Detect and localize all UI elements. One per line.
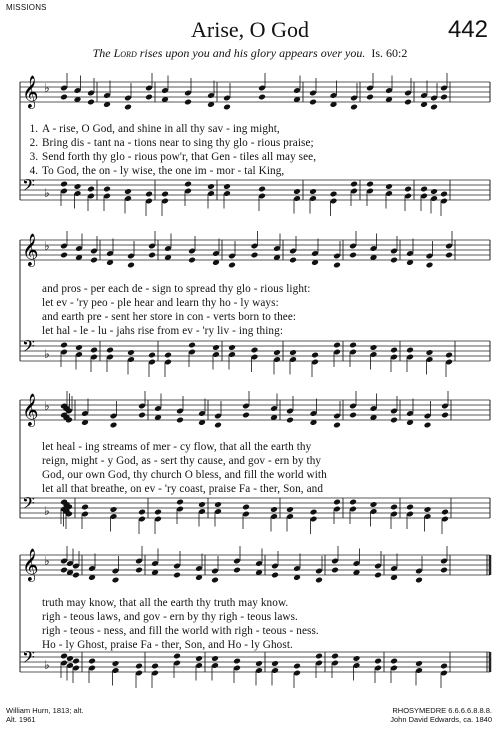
notehead <box>353 655 361 662</box>
notehead <box>66 655 74 662</box>
bass-clef-icon: 𝄢 <box>22 493 35 517</box>
flat-icon: ♭ <box>44 239 50 253</box>
notehead <box>286 417 294 424</box>
verse-number: 1. <box>29 123 38 135</box>
notehead <box>286 506 294 513</box>
treble-clef-icon: 𝄞 <box>22 75 39 108</box>
verse-number <box>24 639 38 651</box>
notehead <box>390 257 398 264</box>
notehead <box>138 412 146 419</box>
verse-number <box>24 483 38 495</box>
verse-number <box>24 455 38 467</box>
notehead <box>331 653 339 660</box>
notehead <box>211 655 219 662</box>
notehead <box>207 183 215 190</box>
notehead <box>72 658 80 665</box>
notehead <box>270 506 278 513</box>
lyric-text: let all that breathe, on ev - 'ry coast, praise Fa - ther, Son, and <box>42 483 324 495</box>
notehead <box>173 653 181 660</box>
notehead <box>289 349 297 356</box>
lyric-line <box>24 137 494 149</box>
author-credit <box>6 706 84 724</box>
lyric-text: truth may know, that all the earth thy truth may know. <box>42 597 289 609</box>
composer-line: John David Edwards, ca. 1840 <box>390 715 492 724</box>
notehead <box>315 653 323 660</box>
notehead <box>214 501 222 508</box>
notehead <box>293 663 301 670</box>
notehead <box>145 191 153 198</box>
notehead <box>195 655 203 662</box>
notehead <box>415 660 423 667</box>
hymn-number: 442 <box>447 16 488 43</box>
notehead <box>333 342 341 349</box>
notehead <box>242 504 250 511</box>
notehead <box>75 344 83 351</box>
notehead <box>188 257 196 264</box>
notehead <box>72 572 80 579</box>
notehead <box>315 577 323 584</box>
verse-number <box>24 325 38 337</box>
bass-clef-icon: 𝄢 <box>22 336 35 360</box>
notehead <box>349 499 357 506</box>
notehead <box>385 183 393 190</box>
notehead <box>374 658 382 665</box>
lyric-line <box>24 597 494 609</box>
verse-number <box>24 611 38 623</box>
notehead <box>60 567 68 574</box>
notehead <box>333 499 341 506</box>
notehead <box>103 186 111 193</box>
notehead <box>112 577 120 584</box>
notehead <box>188 342 196 349</box>
notehead <box>211 577 219 584</box>
notehead <box>349 342 357 349</box>
notehead <box>184 181 192 188</box>
notehead <box>110 422 118 429</box>
lyric-text: let ev - 'ry peo - ple hear and learn thy ho - ly ways: <box>42 297 279 309</box>
notehead <box>90 347 98 354</box>
lyric-text: righ - teous - ness, and fill the world with righ - teous - ness. <box>42 625 319 637</box>
verse-number <box>24 441 38 453</box>
notehead <box>390 347 398 354</box>
notehead <box>242 412 250 419</box>
treble-clef-icon: 𝄞 <box>22 393 39 426</box>
flat-icon: ♭ <box>44 186 50 200</box>
notehead <box>273 349 281 356</box>
notehead <box>176 417 184 424</box>
notehead <box>148 352 156 359</box>
notehead <box>228 262 236 269</box>
lyric-text: Send forth thy glo - rious pow'r, that Gen - tiles all may see, <box>42 151 317 163</box>
notehead <box>330 191 338 198</box>
treble-clef-icon: 𝄞 <box>22 233 39 266</box>
notehead <box>349 412 357 419</box>
lyric-line <box>24 311 494 323</box>
notehead <box>311 352 319 359</box>
notehead <box>60 181 68 188</box>
notehead <box>331 567 339 574</box>
notehead <box>258 94 266 101</box>
notehead <box>271 660 279 667</box>
notehead <box>441 412 449 419</box>
notehead <box>430 188 438 195</box>
verse-number: 3. <box>29 151 38 163</box>
lyric-line <box>24 611 494 623</box>
notehead <box>404 99 412 106</box>
notehead <box>228 344 236 351</box>
alt-line: Alt. 1961 <box>6 715 36 724</box>
notehead <box>154 509 162 516</box>
notehead <box>420 186 428 193</box>
notehead <box>74 183 82 190</box>
notehead <box>426 349 434 356</box>
notehead <box>333 262 341 269</box>
notehead <box>440 191 448 198</box>
notehead <box>309 188 317 195</box>
verse-number <box>24 283 38 295</box>
notehead <box>258 186 266 193</box>
notehead <box>161 191 169 198</box>
notehead <box>309 99 317 106</box>
notehead <box>440 94 448 101</box>
verse-number: 2. <box>29 137 38 149</box>
lyric-text: To God, the on - ly wise, the one im - mor - tal King, <box>42 165 285 177</box>
lyric-text: and pros - per each de - sign to spread thy glo - rious light: <box>42 283 311 295</box>
notehead <box>135 663 143 670</box>
notehead <box>255 660 263 667</box>
notehead <box>293 188 301 195</box>
notehead <box>87 186 95 193</box>
lyric-line <box>24 297 494 309</box>
notehead <box>333 422 341 429</box>
lyric-line <box>24 151 494 163</box>
lyric-text: reign, might - y God, as - sert thy cause, and gov - ern by thy <box>42 455 322 467</box>
notehead <box>60 342 68 349</box>
notehead <box>424 422 432 429</box>
notehead <box>87 99 95 106</box>
lyric-line <box>24 483 494 495</box>
lyric-text: let hal - le - lu - jahs rise from ev - 'ry liv - ing thing: <box>42 325 284 337</box>
lyric-text: righ - teous laws, and gov - ern by thy righ - teous laws. <box>42 611 298 623</box>
lyric-line <box>24 123 494 135</box>
verse-number <box>24 297 38 309</box>
verse-number: 4. <box>29 165 38 177</box>
bass-clef-icon: 𝄢 <box>22 175 35 199</box>
notehead <box>440 663 448 670</box>
notehead <box>406 347 414 354</box>
notehead <box>127 349 135 356</box>
lyric-line <box>24 455 494 467</box>
notehead <box>223 104 231 111</box>
notehead <box>350 104 358 111</box>
lyric-text: and earth pre - sent her store in con - verts born to thee: <box>42 311 297 323</box>
notehead <box>60 653 68 660</box>
notehead <box>406 504 414 511</box>
lyric-line <box>24 441 494 453</box>
flat-icon: ♭ <box>44 504 50 518</box>
flat-icon: ♭ <box>44 81 50 95</box>
lyric-line <box>24 639 494 651</box>
notehead <box>289 257 297 264</box>
bass-clef-icon: 𝄢 <box>22 647 35 671</box>
notehead <box>440 567 448 574</box>
epigraph-text-pre: The <box>92 46 114 60</box>
notehead <box>173 572 181 579</box>
notehead <box>445 252 453 259</box>
notehead <box>310 509 318 516</box>
notehead <box>198 501 206 508</box>
verse-number <box>24 625 38 637</box>
notehead <box>148 252 156 259</box>
lyric-line <box>24 165 494 177</box>
notehead <box>127 262 135 269</box>
lyric-line <box>24 469 494 481</box>
notehead <box>251 252 259 259</box>
notehead <box>251 347 259 354</box>
hymn-title: Arise, O God <box>191 17 309 42</box>
section-label: MISSIONS <box>6 3 47 12</box>
notehead <box>370 501 378 508</box>
notehead <box>349 252 357 259</box>
notehead <box>415 577 423 584</box>
lyric-text: Ho - ly Ghost, praise Fa - ther, Son, and Ho - ly Ghost. <box>42 639 293 651</box>
notehead <box>390 658 398 665</box>
notehead <box>88 658 96 665</box>
lyric-line <box>24 283 494 295</box>
tune-line: RHOSYMEDRE 6.6.6.6.8.8.8. <box>392 706 492 715</box>
flat-icon: ♭ <box>44 554 50 568</box>
notehead <box>374 572 382 579</box>
notehead <box>110 506 118 513</box>
lyric-text: A - rise, O God, and shine in all thy sav - ing might, <box>42 123 280 135</box>
epigraph-text-post: rises upon you and his glory appears over you. <box>136 46 366 60</box>
notehead <box>81 504 89 511</box>
notehead <box>441 509 449 516</box>
verse-number <box>24 597 38 609</box>
notehead <box>426 262 434 269</box>
notehead <box>112 660 120 667</box>
notehead <box>370 344 378 351</box>
notehead <box>60 252 68 259</box>
notehead <box>424 506 432 513</box>
notehead <box>60 94 68 101</box>
notehead <box>90 257 98 264</box>
flat-icon: ♭ <box>44 347 50 361</box>
treble-clef-icon: 𝄞 <box>22 548 39 581</box>
notehead <box>214 422 222 429</box>
flat-icon: ♭ <box>44 399 50 413</box>
lyric-line <box>24 325 494 337</box>
notehead <box>124 104 132 111</box>
epigraph-ref: Is. 60:2 <box>371 46 408 60</box>
notehead <box>124 188 132 195</box>
flat-icon: ♭ <box>44 658 50 672</box>
lyric-text: let heal - ing streams of mer - cy flow, that all the earth thy <box>42 441 312 453</box>
tune-credit <box>390 706 492 724</box>
notehead <box>390 504 398 511</box>
notehead <box>233 567 241 574</box>
notehead <box>184 99 192 106</box>
notehead <box>176 499 184 506</box>
notehead <box>271 572 279 579</box>
lyric-text: Bring dis - tant na - tions near to sing thy glo - rious praise; <box>42 137 314 149</box>
verse-number <box>24 469 38 481</box>
notehead <box>445 352 453 359</box>
notehead <box>366 94 374 101</box>
notehead <box>151 663 159 670</box>
notehead <box>223 183 231 190</box>
notehead <box>106 347 114 354</box>
notehead <box>390 417 398 424</box>
notehead <box>135 567 143 574</box>
notehead <box>404 186 412 193</box>
author-line: William Hurn, 1813; alt. <box>6 706 84 715</box>
notehead <box>350 181 358 188</box>
notehead <box>164 352 172 359</box>
verse-number <box>24 311 38 323</box>
notehead <box>145 94 153 101</box>
lyric-line <box>24 625 494 637</box>
lyric-text: God, our own God, thy church O bless, and fill the world with <box>42 469 327 481</box>
epigraph-lord: Lord <box>113 46 137 60</box>
notehead <box>366 181 374 188</box>
notehead <box>233 658 241 665</box>
notehead <box>212 344 220 351</box>
notehead <box>138 509 146 516</box>
notehead <box>430 104 438 111</box>
